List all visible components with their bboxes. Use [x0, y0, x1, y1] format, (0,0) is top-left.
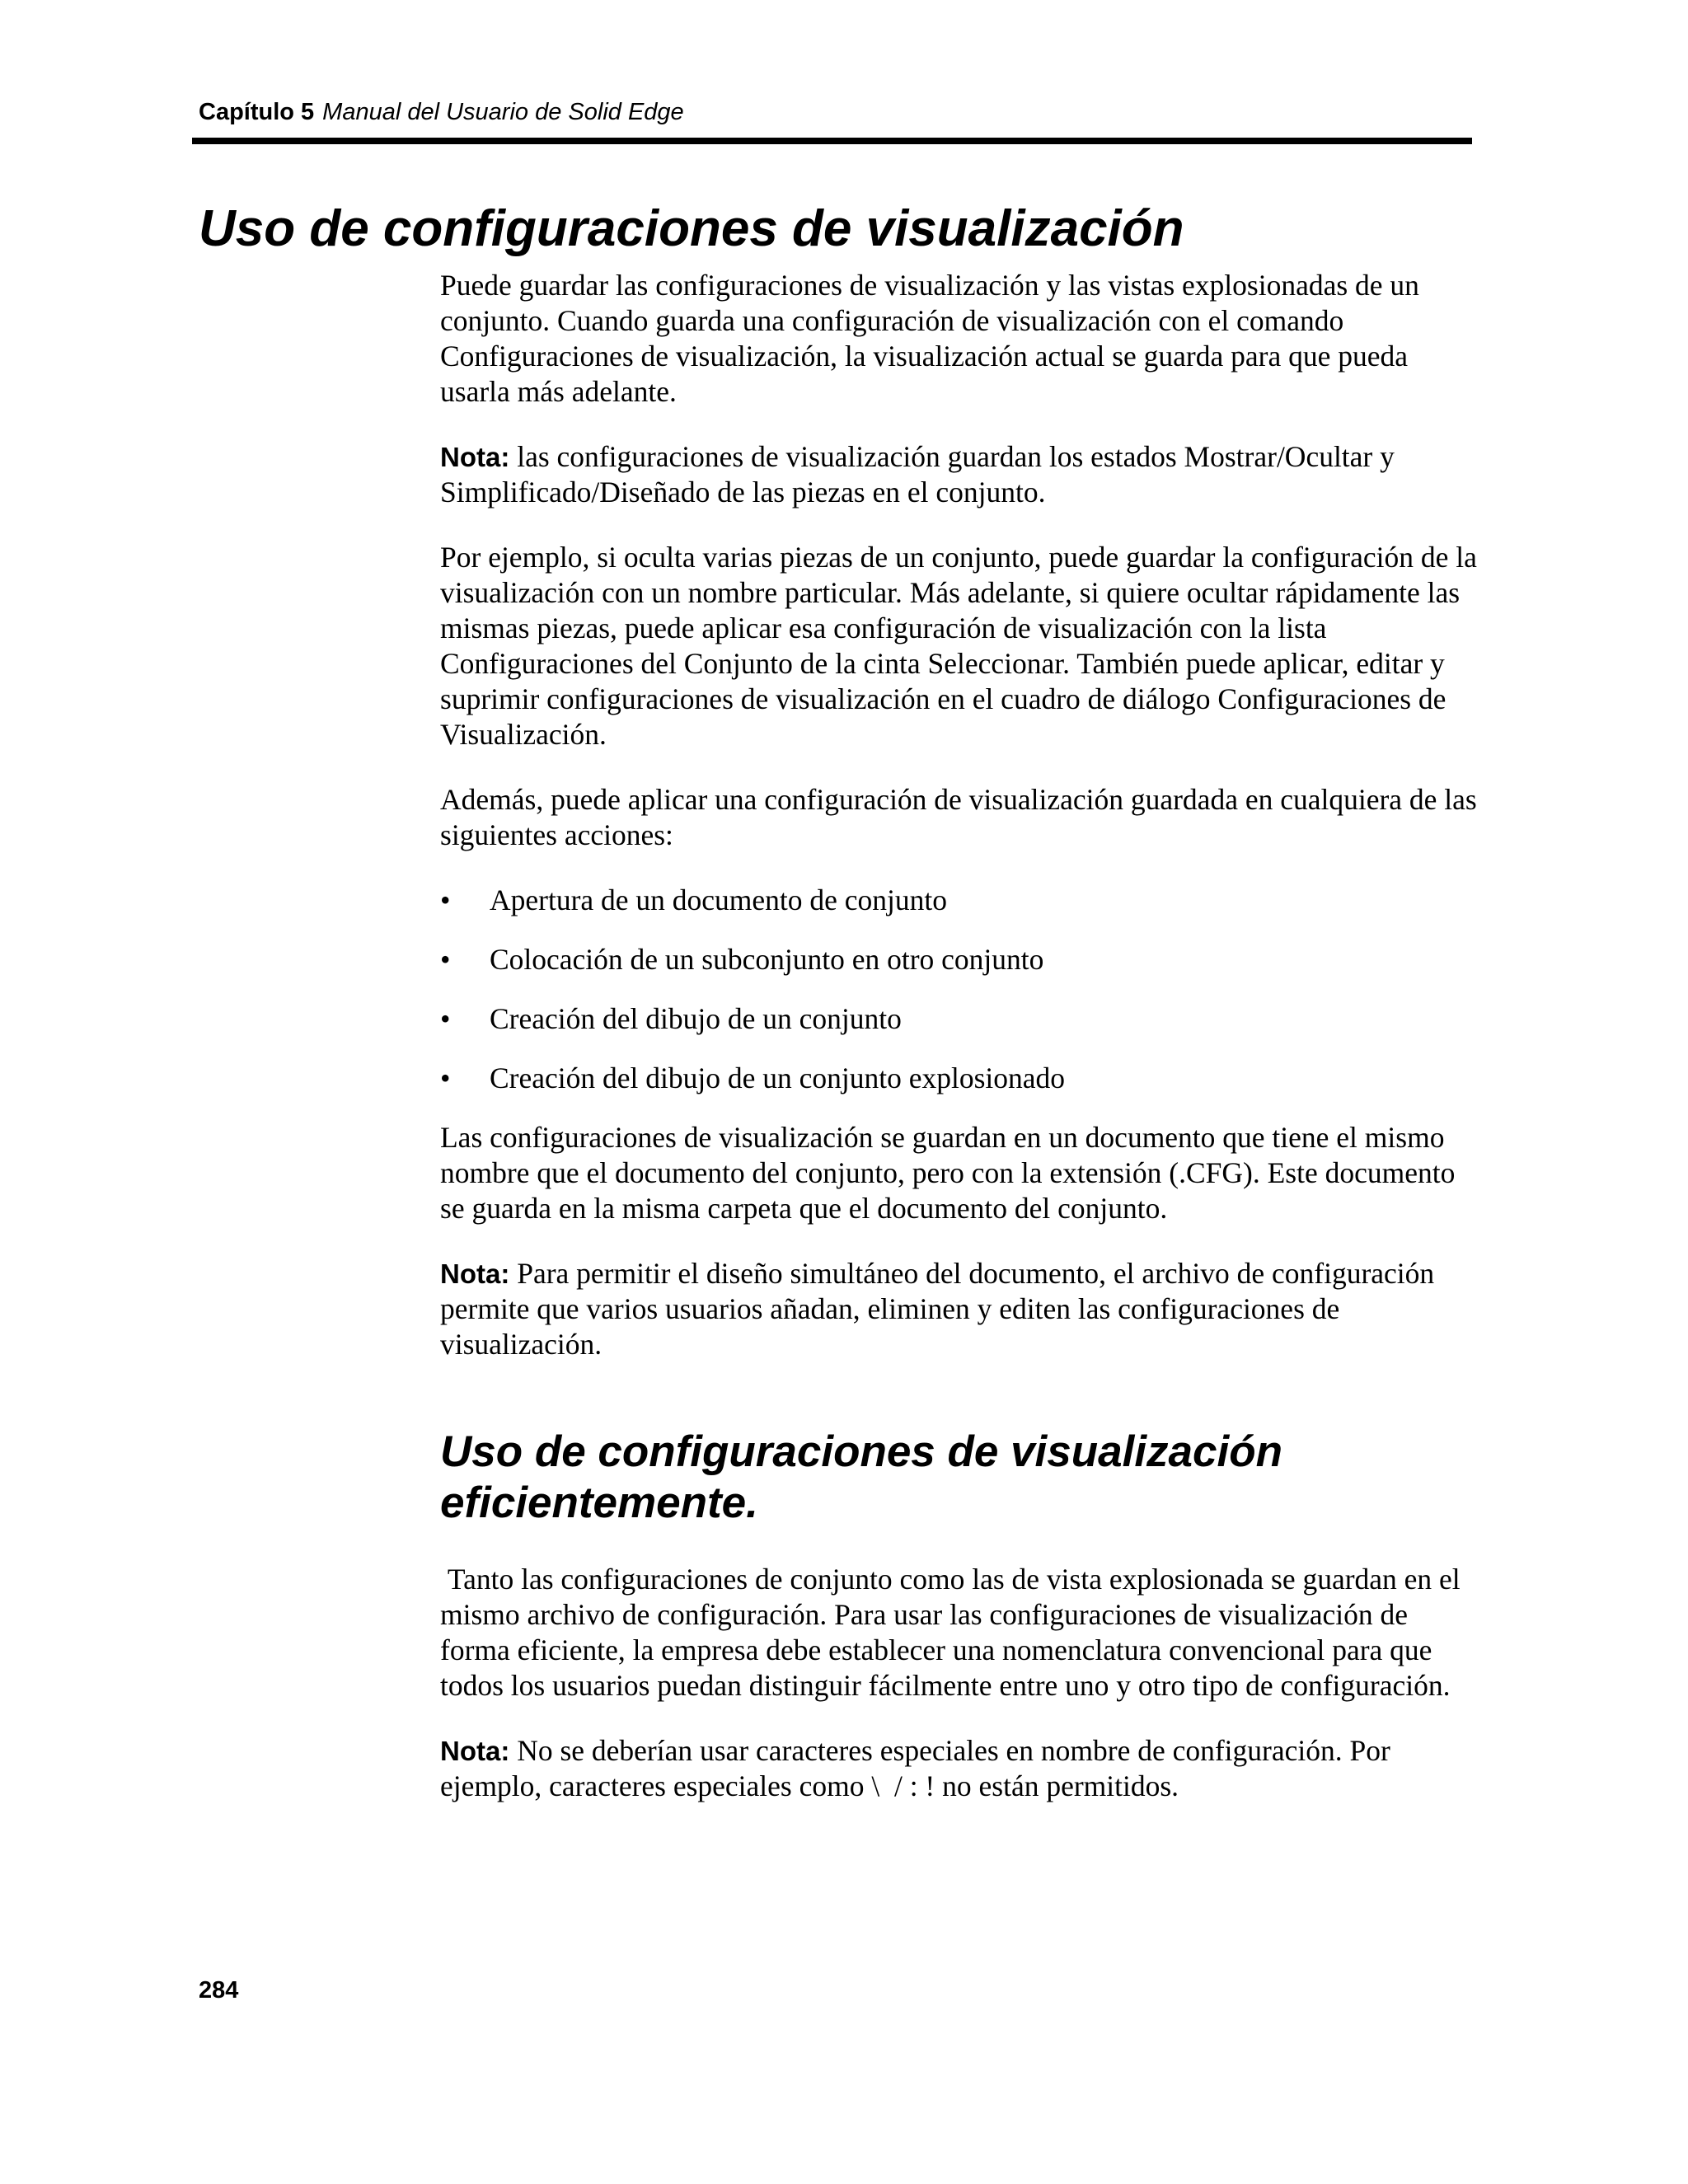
note-label: Nota: — [440, 442, 510, 472]
running-header — [199, 97, 684, 127]
actions-list — [440, 883, 1479, 1096]
note-text: Para permitir el diseño simultáneo del documento, el archivo de configuración permite que varios usuarios añadan, eliminen y editen las configuraciones de visualización. — [440, 1257, 1435, 1361]
list-item-text: Creación del dibujo de un conjunto — [490, 1002, 902, 1035]
bullet-icon: • — [440, 1002, 451, 1035]
note-text: las configuraciones de visualización guardan los estados Mostrar/Ocultar y Simplificado/Diseñado de las piezas en el conjunto. — [440, 440, 1395, 509]
header-rule — [192, 138, 1472, 144]
note-paragraph — [440, 439, 1479, 510]
list-item-text: Colocación de un subconjunto en otro conjunto — [490, 943, 1044, 976]
subsection-title: Uso de configuraciones de visualización eficientemente. — [440, 1427, 1282, 1527]
section-title: Uso de configuraciones de visualización — [199, 200, 1184, 257]
intro-paragraph: Puede guardar las configuraciones de visualización y las vistas explosionadas de un conjunto. Cuando guarda una configuración de visualización con el comando Configuraciones de visualización, la visualización actual se guarda para que pueda usarla más adelante. — [440, 269, 1419, 408]
bullet-icon: • — [440, 1062, 451, 1094]
note-label: Nota: — [440, 1736, 510, 1766]
section-body — [440, 268, 1479, 1834]
storage-paragraph: Las configuraciones de visualización se guardan en un documento que tiene el mismo nombre que el documento del conjunto, pero con la extensión (.CFG). Este documento se guarda en la misma carpeta que el documento del conjunto. — [440, 1121, 1456, 1225]
list-item — [440, 1061, 1479, 1096]
note-label: Nota: — [440, 1258, 510, 1289]
manual-title: Manual del Usuario de Solid Edge — [322, 99, 684, 125]
note-paragraph — [440, 1256, 1479, 1362]
page-number: 284 — [199, 1977, 239, 2004]
list-item — [440, 883, 1479, 918]
example-paragraph: Por ejemplo, si oculta varias piezas de un conjunto, puede guardar la configuración de la visualización con un nombre particular. Más adelante, si quiere ocultar rápidamente las mismas piezas, puede aplicar esa configuración de visualización con la lista Configuraciones del Conjunto de la cinta Seleccionar. También puede aplicar, editar y suprimir configuraciones de visualización en el cuadro de diálogo Configuraciones de Visualización. — [440, 541, 1477, 751]
actions-intro-paragraph: Además, puede aplicar una configuración de visualización guardada en cualquiera de las siguientes acciones: — [440, 783, 1477, 851]
note-text: No se deberían usar caracteres especiales en nombre de configuración. Por ejemplo, caracteres especiales como \ / : ! no están permitidos. — [440, 1734, 1398, 1802]
note-paragraph — [440, 1733, 1479, 1804]
list-item — [440, 942, 1479, 977]
list-item — [440, 1001, 1479, 1037]
bullet-icon: • — [440, 883, 451, 916]
bullet-icon: • — [440, 943, 451, 976]
chapter-label: Capítulo 5 — [199, 99, 315, 125]
subsection-paragraph: Tanto las configuraciones de conjunto como las de vista explosionada se guardan en el mismo archivo de configuración. Para usar las configuraciones de visualización de forma eficiente, la empresa debe establecer una nomenclatura convencional para que todos los usuarios puedan distinguir fácilmente entre uno y otro tipo de configuración. — [440, 1563, 1468, 1702]
list-item-text: Creación del dibujo de un conjunto explosionado — [490, 1062, 1066, 1094]
list-item-text: Apertura de un documento de conjunto — [490, 883, 948, 916]
